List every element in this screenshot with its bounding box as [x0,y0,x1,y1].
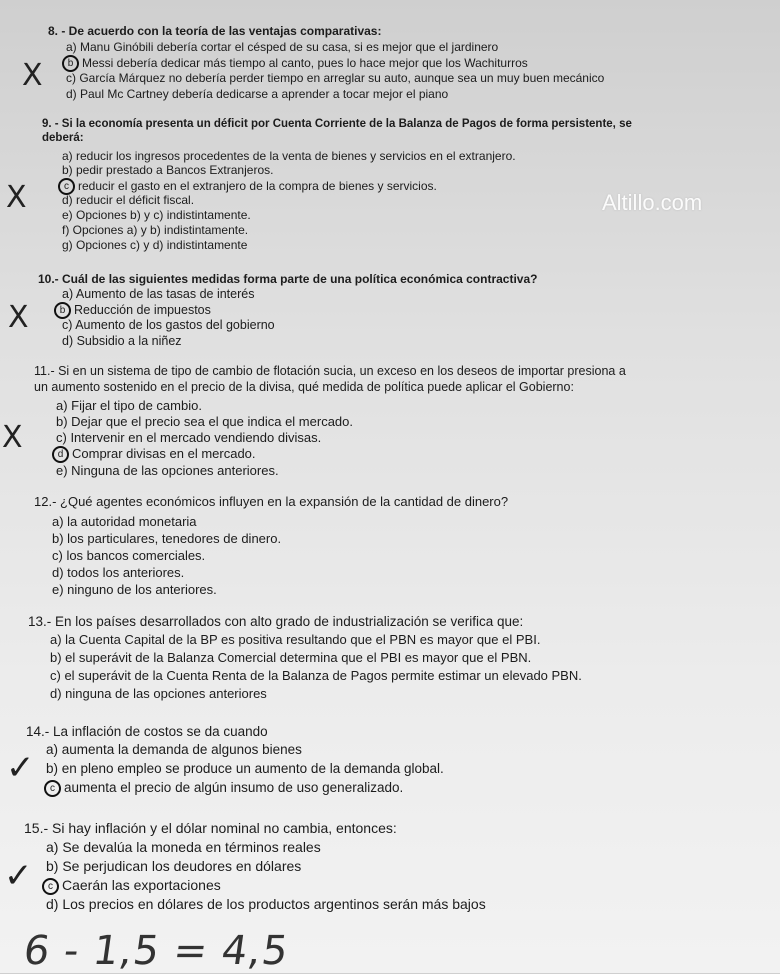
question-15-option-c [42,877,221,895]
question-8-option-b-text: Messi debería dedicar más tiempo al canto, pues lo hace mejor que los Wachiturros [82,56,528,70]
question-9-stem-line-1: 9. - Si la economía presenta un déficit por Cuenta Corriente de la Balanza de Pagos de forma persistente, se [42,118,632,130]
question-9-wrong-mark: X [6,180,27,215]
question-11-option-d-text: Comprar divisas en el mercado. [72,446,256,461]
question-11-option-b: b) Dejar que el precio sea el que indica el mercado. [56,414,354,429]
question-14-option-a: a) aumenta la demanda de algunos bienes [46,742,302,757]
question-12-option-d: d) todos los anteriores. [52,565,185,580]
question-11-wrong-mark: X [2,420,23,455]
question-10-option-b [54,302,211,319]
question-8-option-d: d) Paul Mc Cartney debería dedicarse a aprender a tocar mejor el piano [66,87,449,101]
question-13-stem: 13.- En los países desarrollados con alto grado de industrialización se verifica que: [28,614,524,629]
question-13-option-d: d) ninguna de las opciones anteriores [50,686,267,701]
question-8-option-a: a) Manu Ginóbili debería cortar el césped de su casa, si es mejor que el jardinero [66,40,499,54]
question-13-option-c: c) el superávit de la Cuenta Renta de la Balanza de Pagos permite estimar un elevado PBN. [50,668,582,683]
question-11-option-d [52,446,256,463]
question-9-stem-line-2: deberá: [42,132,84,144]
question-8-option-b [62,55,528,72]
question-9-option-a: a) reducir los ingresos procedentes de la venta de bienes y servicios en el extranjero. [62,149,516,163]
question-14-option-b: b) en pleno empleo se produce un aumento de la demanda global. [46,761,444,776]
question-8-stem: 8. - De acuerdo con la teoría de las ventajas comparativas: [48,24,382,38]
question-8-option-c: c) García Márquez no debería perder tiempo en arreglar su auto, aunque sea un muy buen mecánico [66,71,605,85]
question-12-option-e: e) ninguno de los anteriores. [52,582,217,597]
question-9-option-f: f) Opciones a) y b) indistintamente. [62,223,249,237]
question-9-option-d: d) reducir el déficit fiscal. [62,193,195,207]
question-14-option-c [44,780,403,797]
handwritten-score: 6 - 1,5 = 4,5 [20,928,292,974]
question-13-option-b: b) el superávit de la Balanza Comercial determina que el PBI es mayor que el PBN. [50,650,532,665]
question-14-correct-mark: ✓ [6,748,35,788]
question-11-option-a: a) Fijar el tipo de cambio. [56,398,202,413]
question-9-option-g: g) Opciones c) y d) indistintamente [62,238,248,252]
selected-circle: c [58,178,75,195]
question-15-correct-mark: ✓ [4,856,33,896]
question-10-wrong-mark: X [8,300,29,335]
question-11-option-c: c) Intervenir en el mercado vendiendo divisas. [56,430,322,445]
question-10-option-d: d) Subsidio a la niñez [62,334,182,348]
question-14-option-c-text: aumenta el precio de algún insumo de uso generalizado. [64,780,404,795]
question-11-stem-line-1: 11.- Si en un sistema de tipo de cambio de flotación sucia, un exceso en los deseos de importar presiona a [34,364,626,378]
selected-circle: b [54,302,71,319]
question-15-option-a: a) Se devalúa la moneda en términos reales [46,839,321,855]
question-11-stem-line-2: un aumento sostenido en el precio de la divisa, qué medida de política puede aplicar el Gobierno: [34,380,574,394]
selected-circle: c [42,878,59,895]
question-14-stem: 14.- La inflación de costos se da cuando [26,724,268,739]
question-11-option-e: e) Ninguna de las opciones anteriores. [56,463,279,478]
question-15-option-b: b) Se perjudican los deudores en dólares [46,858,302,874]
question-15-stem: 15.- Si hay inflación y el dólar nominal no cambia, entonces: [24,820,397,836]
watermark: Altillo.com [602,190,703,215]
selected-circle: c [44,780,61,797]
question-9-option-e: e) Opciones b) y c) indistintamente. [62,208,251,222]
question-15-option-c-text: Caerán las exportaciones [62,877,221,893]
question-13-option-a: a) la Cuenta Capital de la BP es positiva resultando que el PBN es mayor que el PBI. [50,632,541,647]
question-9-option-b: b) pedir prestado a Bancos Extranjeros. [62,163,274,177]
question-10-stem: 10.- Cuál de las siguientes medidas forma parte de una política económica contractiva? [38,272,538,286]
question-12-option-c: c) los bancos comerciales. [52,548,206,563]
question-10-option-c: c) Aumento de los gastos del gobierno [62,318,275,332]
question-12-option-b: b) los particulares, tenedores de dinero. [52,531,282,546]
question-12-stem: 12.- ¿Qué agentes económicos influyen en la expansión de la cantidad de dinero? [34,494,509,509]
question-10-option-b-text: Reducción de impuestos [74,303,211,317]
question-9-option-c-text: reducir el gasto en el extranjero de la compra de bienes y servicios. [78,179,437,193]
selected-circle: d [52,446,69,463]
question-10-option-a: a) Aumento de las tasas de interés [62,287,255,301]
question-12-option-a: a) la autoridad monetaria [52,514,197,529]
selected-circle: b [62,55,79,72]
question-15-option-d: d) Los precios en dólares de los productos argentinos serán más bajos [46,896,486,912]
question-8-wrong-mark: X [22,58,43,93]
